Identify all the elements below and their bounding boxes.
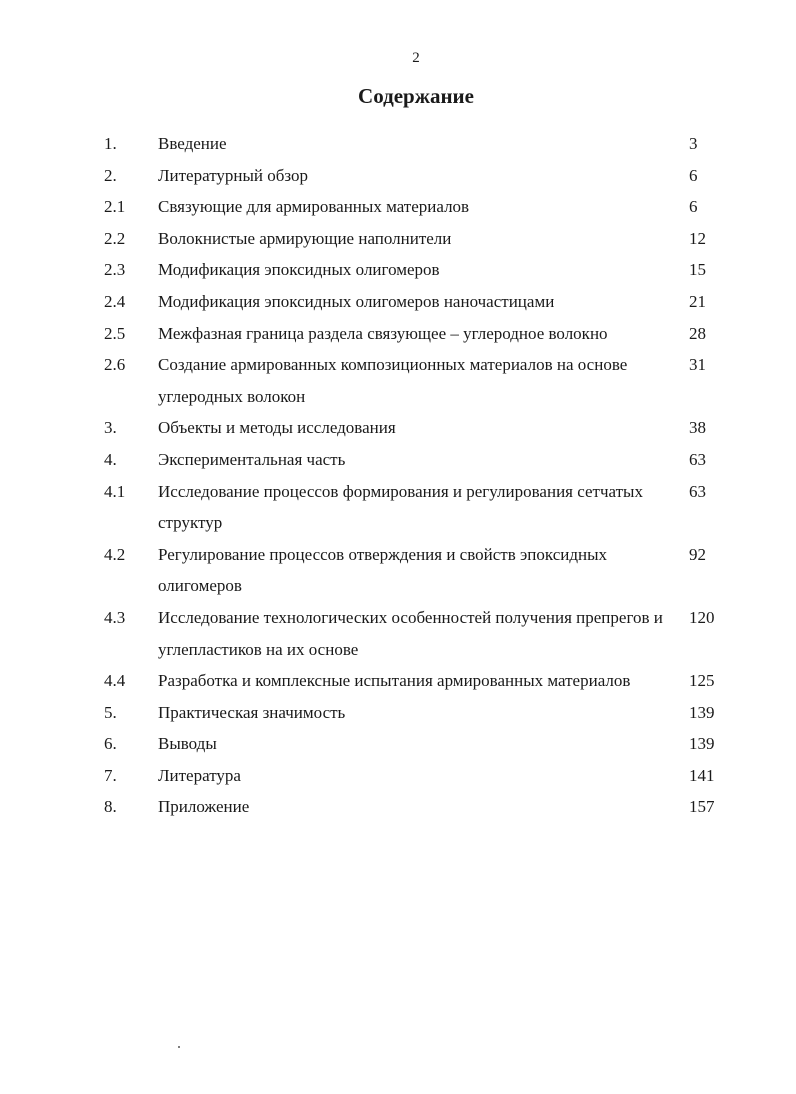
toc-entry-title: Экспериментальная часть [158, 449, 346, 469]
toc-entry-title: Регулирование процессов отверждения и свойств эпоксидных олигомеров [158, 544, 608, 596]
toc-entry [0, 697, 796, 729]
toc-entry [0, 728, 796, 760]
toc-entry-number: 2. [104, 165, 117, 185]
page-number: 2 [412, 50, 420, 66]
toc-entry-number: 2.4 [104, 291, 126, 311]
toc-entry [0, 223, 796, 255]
toc-entry-number: 5. [104, 702, 117, 722]
toc-entry [0, 318, 796, 350]
toc-entry-page: 31 [689, 355, 706, 375]
toc-entry-page: 6 [689, 165, 698, 185]
toc-entry [0, 128, 796, 160]
toc-entry-number: 4.3 [104, 607, 126, 627]
toc-entry-number: 2.5 [104, 323, 126, 343]
toc-entry-page: 38 [689, 418, 706, 438]
toc-entry-title: Модификация эпоксидных олигомеров наночастицами [158, 291, 555, 311]
toc-entry-title: Литература [158, 765, 241, 785]
toc-entry-number: 4.4 [104, 671, 126, 691]
toc-entry [0, 349, 796, 412]
toc-entry-number: 2.6 [104, 355, 126, 375]
toc-entry-page: 28 [689, 323, 706, 343]
toc-entry-number: 4.2 [104, 544, 126, 564]
toc-entry-number: 1. [104, 134, 117, 153]
toc-entry-title: Практическая значимость [158, 702, 346, 722]
toc-entry [0, 191, 796, 223]
toc-entry-number: 8. [104, 797, 117, 817]
toc-entry-page: 15 [689, 260, 706, 280]
toc-entry-title: Модификация эпоксидных олигомеров [158, 260, 440, 280]
toc-entry-page: 157 [689, 797, 715, 817]
toc-entry-title: Приложение [158, 797, 250, 817]
toc-entry-number: 4.1 [104, 481, 126, 501]
toc-entry-number: 2.1 [104, 197, 126, 217]
toc-entry [0, 476, 796, 539]
toc-entry-page: 92 [689, 544, 706, 564]
toc-entry [0, 602, 796, 665]
toc-entry-title: Волокнистые армирующие наполнители [158, 228, 452, 248]
toc-entry [0, 665, 796, 697]
toc-entry-page: 21 [689, 291, 706, 311]
toc-entry-number: 7. [104, 765, 117, 785]
toc-entry-page: 12 [689, 228, 706, 248]
toc-entry-title: Введение [158, 134, 227, 153]
toc-entry-title: Исследование процессов формирования и регулирования сетчатых структур [158, 481, 643, 533]
page-title: Содержание [358, 84, 474, 108]
toc-entry-page: 141 [689, 765, 715, 785]
toc-entry-number: 2.3 [104, 260, 126, 280]
toc-entry-number: 3. [104, 418, 117, 438]
toc-entry-page: 120 [689, 607, 715, 627]
toc-entry-title: Объекты и методы исследования [158, 418, 396, 438]
toc-entry-page: 63 [689, 449, 706, 469]
toc-entry-title: Разработка и комплексные испытания армированных материалов [158, 671, 631, 691]
toc-entry-title: Создание армированных композиционных материалов на основе углеродных волокон [158, 355, 628, 406]
toc-entry-title: Связующие для армированных материалов [158, 197, 470, 217]
toc-entry [0, 286, 796, 318]
toc-entry [0, 791, 796, 823]
table-of-contents [0, 128, 796, 823]
toc-entry [0, 412, 796, 444]
toc-entry-title: Литературный обзор [158, 165, 309, 185]
toc-entry [0, 760, 796, 792]
toc-entry-page: 63 [689, 481, 706, 501]
toc-entry [0, 254, 796, 286]
toc-entry [0, 444, 796, 476]
toc-entry-title: Межфазная граница раздела связующее – углеродное волокно [158, 323, 608, 343]
toc-entry [0, 160, 796, 192]
toc-entry-number: 4. [104, 449, 117, 469]
toc-entry-title: Выводы [158, 734, 217, 754]
toc-entry-number: 2.2 [104, 228, 126, 248]
toc-entry-page: 139 [689, 702, 715, 722]
scan-speck [178, 1046, 180, 1048]
toc-entry-title: Исследование технологических особенностей получения препрегов и углепластиков на их основе [158, 607, 663, 659]
toc-entry [0, 539, 796, 602]
toc-entry-page: 3 [689, 134, 698, 153]
toc-entry-page: 6 [689, 197, 698, 217]
toc-entry-page: 139 [689, 734, 715, 754]
toc-entry-number: 6. [104, 734, 117, 754]
toc-entry-page: 125 [689, 671, 715, 691]
